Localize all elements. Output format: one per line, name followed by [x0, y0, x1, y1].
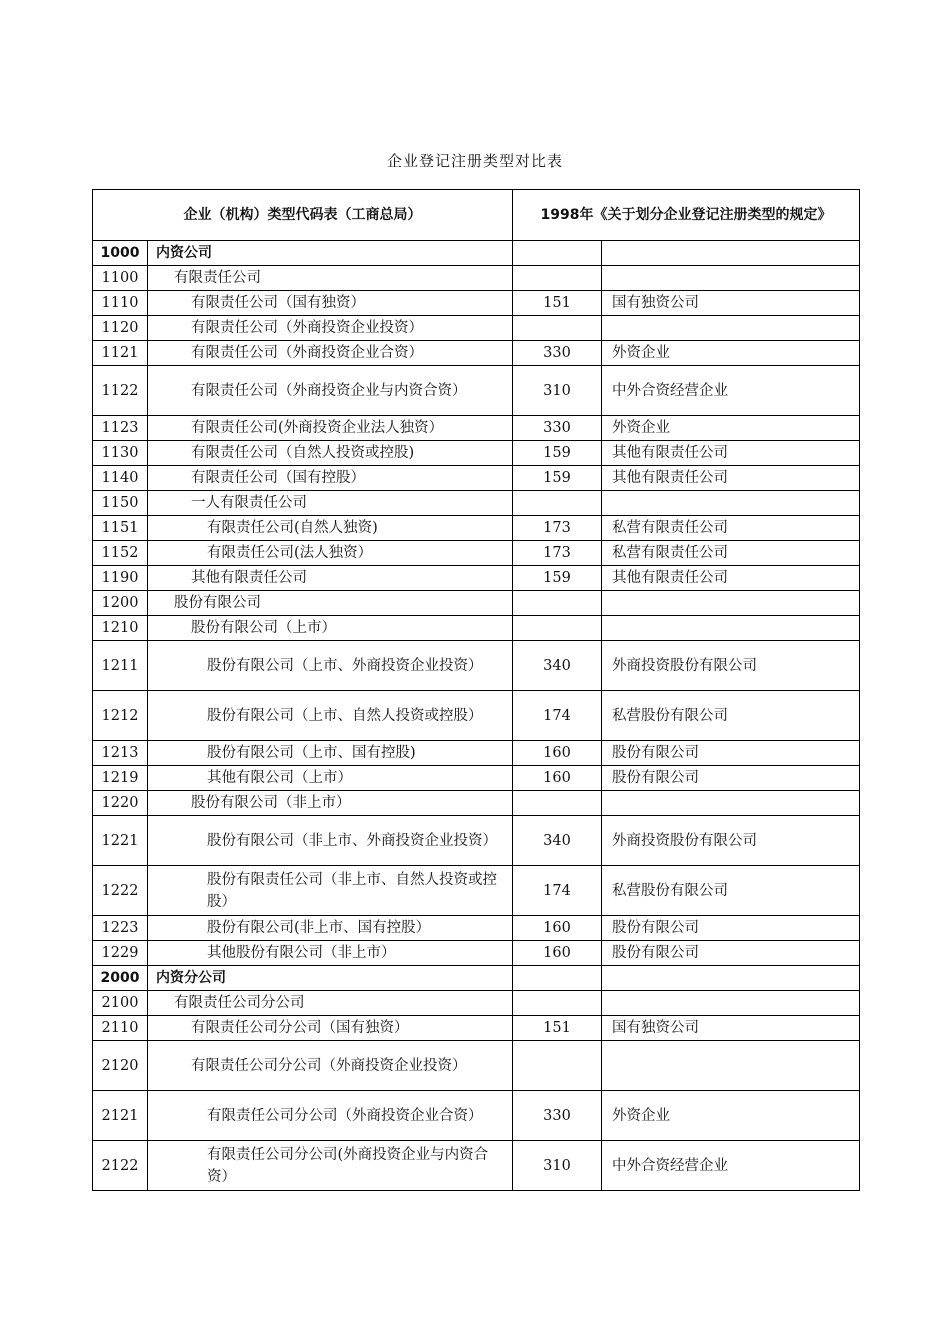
row-type-name — [602, 966, 860, 991]
table-row — [93, 491, 860, 516]
row-name: 有限责任公司分公司（外商投资企业合资） — [148, 1091, 513, 1141]
row-type-code: 160 — [513, 741, 602, 766]
row-code: 2110 — [93, 1016, 148, 1041]
row-code: 1110 — [93, 291, 148, 316]
row-type-code — [513, 241, 602, 266]
table-header-row — [93, 190, 860, 241]
comparison-table — [92, 189, 860, 1191]
row-code: 1223 — [93, 916, 148, 941]
row-type-name — [602, 616, 860, 641]
row-type-name: 中外合资经营企业 — [602, 366, 860, 416]
row-code: 1152 — [93, 541, 148, 566]
row-type-code: 330 — [513, 1091, 602, 1141]
table-row — [93, 341, 860, 366]
row-type-code: 160 — [513, 766, 602, 791]
row-type-code: 160 — [513, 916, 602, 941]
row-type-code — [513, 266, 602, 291]
table-row — [93, 316, 860, 341]
row-type-code: 159 — [513, 566, 602, 591]
row-type-name: 股份有限公司 — [602, 741, 860, 766]
row-name: 股份有限公司（上市、自然人投资或控股） — [148, 691, 513, 741]
table-row — [93, 266, 860, 291]
row-code: 1222 — [93, 866, 148, 916]
row-code: 1120 — [93, 316, 148, 341]
table-row — [93, 591, 860, 616]
row-type-code: 310 — [513, 1141, 602, 1191]
row-name: 有限责任公司（国有独资） — [148, 291, 513, 316]
table-row — [93, 816, 860, 866]
table-row — [93, 941, 860, 966]
row-code: 2000 — [93, 966, 148, 991]
row-type-name: 股份有限公司 — [602, 766, 860, 791]
row-code: 1221 — [93, 816, 148, 866]
table-row — [93, 991, 860, 1016]
row-name: 股份有限公司（上市、外商投资企业投资） — [148, 641, 513, 691]
row-type-code — [513, 966, 602, 991]
row-type-name: 私营股份有限公司 — [602, 866, 860, 916]
row-code: 1130 — [93, 441, 148, 466]
row-type-code — [513, 791, 602, 816]
row-code: 1100 — [93, 266, 148, 291]
table-row — [93, 466, 860, 491]
row-name: 一人有限责任公司 — [148, 491, 513, 516]
row-type-code: 310 — [513, 366, 602, 416]
row-code: 1190 — [93, 566, 148, 591]
row-name: 股份有限公司（非上市） — [148, 791, 513, 816]
row-name: 股份有限公司(非上市、国有控股） — [148, 916, 513, 941]
row-type-code: 174 — [513, 866, 602, 916]
row-type-name: 国有独资公司 — [602, 1016, 860, 1041]
row-type-name: 外资企业 — [602, 1091, 860, 1141]
row-code: 1121 — [93, 341, 148, 366]
row-type-name — [602, 591, 860, 616]
row-name: 其他股份有限公司（非上市） — [148, 941, 513, 966]
row-code: 1151 — [93, 516, 148, 541]
table-row — [93, 616, 860, 641]
row-name: 股份有限公司 — [148, 591, 513, 616]
row-name: 有限责任公司（外商投资企业投资） — [148, 316, 513, 341]
table-row — [93, 1041, 860, 1091]
table-row — [93, 291, 860, 316]
row-name: 有限责任公司（外商投资企业合资） — [148, 341, 513, 366]
table-row — [93, 366, 860, 416]
row-name: 有限责任公司（自然人投资或控股) — [148, 441, 513, 466]
row-code: 2100 — [93, 991, 148, 1016]
table-row — [93, 741, 860, 766]
table-row — [93, 566, 860, 591]
row-type-code — [513, 316, 602, 341]
row-type-name — [602, 316, 860, 341]
header-right — [513, 190, 860, 241]
row-name: 有限责任公司分公司（外商投资企业投资） — [148, 1041, 513, 1091]
row-type-code — [513, 491, 602, 516]
table-row — [93, 691, 860, 741]
row-type-name — [602, 991, 860, 1016]
row-type-name: 股份有限公司 — [602, 916, 860, 941]
row-code: 1210 — [93, 616, 148, 641]
row-type-name: 外资企业 — [602, 341, 860, 366]
header-left: 企业（机构）类型代码表（工商总局） — [93, 190, 513, 241]
row-type-name: 其他有限责任公司 — [602, 441, 860, 466]
row-name: 其他有限公司（上市） — [148, 766, 513, 791]
row-code: 1229 — [93, 941, 148, 966]
row-type-code: 160 — [513, 941, 602, 966]
row-name: 有限责任公司分公司 — [148, 991, 513, 1016]
table-row — [93, 441, 860, 466]
row-code: 1219 — [93, 766, 148, 791]
row-code: 1123 — [93, 416, 148, 441]
table-row — [93, 641, 860, 691]
table-row — [93, 916, 860, 941]
row-code: 1213 — [93, 741, 148, 766]
table-row — [93, 791, 860, 816]
row-name: 有限责任公司(自然人独资) — [148, 516, 513, 541]
page-title: 企业登记注册类型对比表 — [386, 152, 563, 170]
row-name: 有限责任公司（外商投资企业与内资合资） — [148, 366, 513, 416]
row-name: 股份有限公司（上市、国有控股) — [148, 741, 513, 766]
row-type-name: 其他有限责任公司 — [602, 466, 860, 491]
table-row — [93, 966, 860, 991]
row-name: 有限责任公司分公司（国有独资） — [148, 1016, 513, 1041]
row-name: 有限责任公司分公司(外商投资企业与内资合资） — [148, 1141, 513, 1191]
row-type-name: 中外合资经营企业 — [602, 1141, 860, 1191]
row-type-name: 外资企业 — [602, 416, 860, 441]
row-type-code: 330 — [513, 416, 602, 441]
row-type-code: 151 — [513, 291, 602, 316]
row-code: 1220 — [93, 791, 148, 816]
table-row — [93, 866, 860, 916]
row-type-code: 340 — [513, 641, 602, 691]
row-type-code: 330 — [513, 341, 602, 366]
table-row — [93, 766, 860, 791]
row-type-name: 私营股份有限公司 — [602, 691, 860, 741]
row-code: 1212 — [93, 691, 148, 741]
row-type-code: 174 — [513, 691, 602, 741]
table-row — [93, 416, 860, 441]
table-row — [93, 516, 860, 541]
row-name: 有限责任公司(外商投资企业法人独资） — [148, 416, 513, 441]
row-type-name: 私营有限责任公司 — [602, 516, 860, 541]
row-type-name: 其他有限责任公司 — [602, 566, 860, 591]
row-type-name — [602, 791, 860, 816]
row-type-name: 外商投资股份有限公司 — [602, 816, 860, 866]
row-type-code: 173 — [513, 516, 602, 541]
row-name: 其他有限责任公司 — [148, 566, 513, 591]
table-row — [93, 1016, 860, 1041]
row-type-code: 159 — [513, 466, 602, 491]
row-name: 股份有限责任公司（非上市、自然人投资或控股） — [148, 866, 513, 916]
row-code: 1150 — [93, 491, 148, 516]
row-code: 1200 — [93, 591, 148, 616]
row-code: 2121 — [93, 1091, 148, 1141]
row-type-code: 173 — [513, 541, 602, 566]
row-name: 股份有限公司（非上市、外商投资企业投资） — [148, 816, 513, 866]
row-code: 1211 — [93, 641, 148, 691]
row-type-name — [602, 241, 860, 266]
row-type-code: 340 — [513, 816, 602, 866]
row-name: 股份有限公司（上市） — [148, 616, 513, 641]
row-type-code — [513, 991, 602, 1016]
row-type-name: 外商投资股份有限公司 — [602, 641, 860, 691]
row-name: 内资公司 — [148, 241, 513, 266]
row-type-code — [513, 591, 602, 616]
table-row — [93, 1141, 860, 1191]
row-code: 1122 — [93, 366, 148, 416]
header-right-text: 1998年《关于划分企业登记注册类型的规定》 — [540, 207, 832, 223]
row-type-code — [513, 1041, 602, 1091]
table-row — [93, 541, 860, 566]
row-type-name — [602, 491, 860, 516]
row-type-code: 151 — [513, 1016, 602, 1041]
row-code: 2122 — [93, 1141, 148, 1191]
row-type-name: 股份有限公司 — [602, 941, 860, 966]
row-code: 1140 — [93, 466, 148, 491]
row-name: 有限责任公司 — [148, 266, 513, 291]
row-name: 有限责任公司（国有控股） — [148, 466, 513, 491]
row-type-code — [513, 616, 602, 641]
table-body — [93, 241, 860, 1191]
table-row — [93, 1091, 860, 1141]
row-code: 2120 — [93, 1041, 148, 1091]
row-type-code: 159 — [513, 441, 602, 466]
table-row — [93, 241, 860, 266]
row-name: 内资分公司 — [148, 966, 513, 991]
row-name: 有限责任公司(法人独资） — [148, 541, 513, 566]
row-type-name: 私营有限责任公司 — [602, 541, 860, 566]
row-type-name — [602, 266, 860, 291]
row-code: 1000 — [93, 241, 148, 266]
row-type-name — [602, 1041, 860, 1091]
row-type-name: 国有独资公司 — [602, 291, 860, 316]
